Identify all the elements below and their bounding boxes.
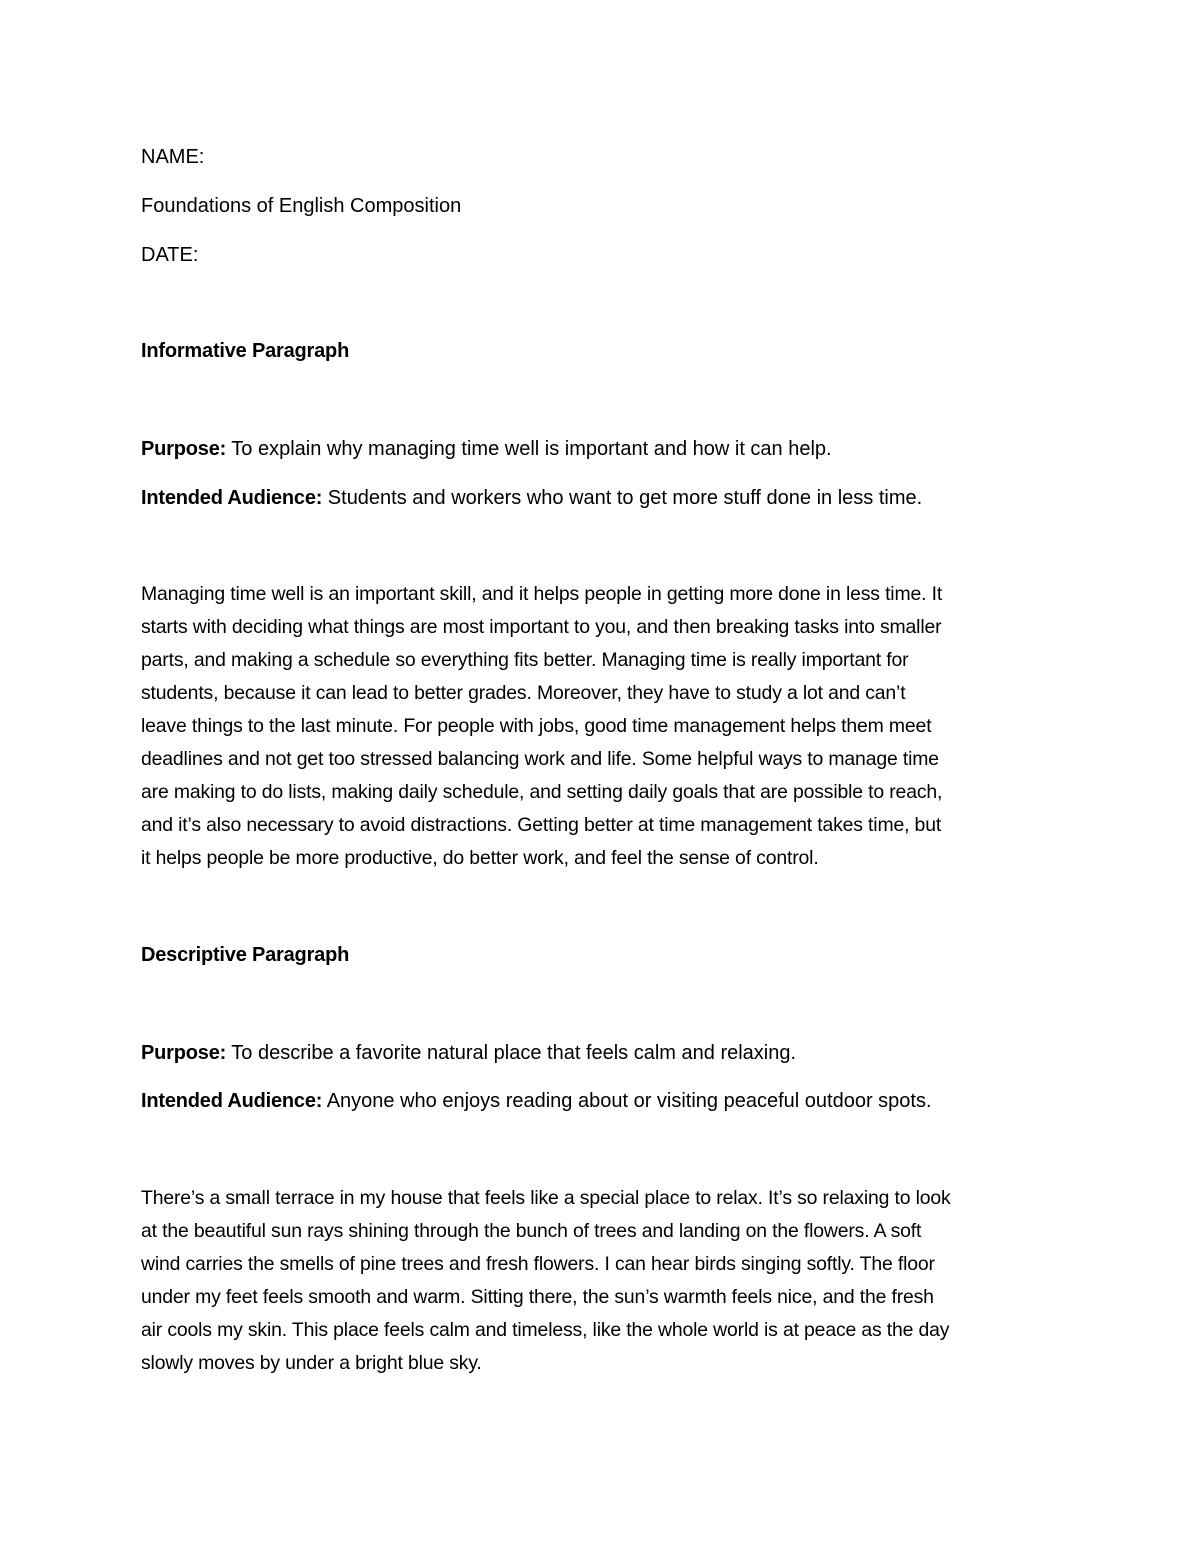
informative-audience bbox=[141, 486, 922, 510]
paragraph-line: at the beautiful sun rays shining through the bunch of trees and landing on the flowers. A soft bbox=[141, 1220, 922, 1242]
audience-label: Intended Audience: bbox=[141, 487, 323, 509]
date-label: DATE: bbox=[141, 244, 199, 266]
name-label: NAME: bbox=[141, 146, 205, 168]
paragraph-line: deadlines and not get too stressed balancing work and life. Some helpful ways to manage time bbox=[141, 748, 939, 770]
paragraph-line: starts with deciding what things are most important to you, and then breaking tasks into smaller bbox=[141, 616, 942, 638]
paragraph-line: wind carries the smells of pine trees and fresh flowers. I can hear birds singing softly. The floor bbox=[141, 1253, 935, 1275]
paragraph-line: leave things to the last minute. For people with jobs, good time management helps them meet bbox=[141, 715, 932, 737]
paragraph-line: parts, and making a schedule so everything fits better. Managing time is really important for bbox=[141, 649, 909, 671]
paragraph-line: and it’s also necessary to avoid distractions. Getting better at time management takes time, but bbox=[141, 814, 942, 836]
purpose-text: To describe a favorite natural place that feels calm and relaxing. bbox=[226, 1042, 797, 1064]
audience-text: Anyone who enjoys reading about or visiting peaceful outdoor spots. bbox=[322, 1090, 932, 1112]
descriptive-purpose bbox=[141, 1041, 796, 1065]
purpose-text: To explain why managing time well is important and how it can help. bbox=[226, 438, 832, 460]
paragraph-line: students, because it can lead to better grades. Moreover, they have to study a lot and can’t bbox=[141, 682, 906, 704]
audience-text: Students and workers who want to get more stuff done in less time. bbox=[322, 487, 923, 509]
descriptive-paragraph bbox=[141, 1182, 1071, 1380]
descriptive-audience bbox=[141, 1089, 932, 1113]
course-title: Foundations of English Composition bbox=[141, 195, 462, 217]
paragraph-line: are making to do lists, making daily schedule, and setting daily goals that are possible to reach, bbox=[141, 781, 943, 803]
informative-heading: Informative Paragraph bbox=[141, 340, 350, 362]
paragraph-line: it helps people be more productive, do better work, and feel the sense of control. bbox=[141, 847, 819, 869]
paragraph-line: air cools my skin. This place feels calm and timeless, like the whole world is at peace as the day bbox=[141, 1319, 950, 1341]
informative-purpose bbox=[141, 437, 832, 461]
purpose-label: Purpose: bbox=[141, 1042, 227, 1064]
descriptive-heading: Descriptive Paragraph bbox=[141, 944, 350, 966]
audience-label: Intended Audience: bbox=[141, 1090, 323, 1112]
informative-paragraph bbox=[141, 578, 1071, 875]
paragraph-line: There’s a small terrace in my house that feels like a special place to relax. It’s so relaxing to look bbox=[141, 1187, 951, 1209]
paragraph-line: Managing time well is an important skill, and it helps people in getting more done in less time. It bbox=[141, 583, 943, 605]
purpose-label: Purpose: bbox=[141, 438, 227, 460]
paragraph-line: under my feet feels smooth and warm. Sitting there, the sun’s warmth feels nice, and the fresh bbox=[141, 1286, 934, 1308]
paragraph-line: slowly moves by under a bright blue sky. bbox=[141, 1352, 482, 1374]
